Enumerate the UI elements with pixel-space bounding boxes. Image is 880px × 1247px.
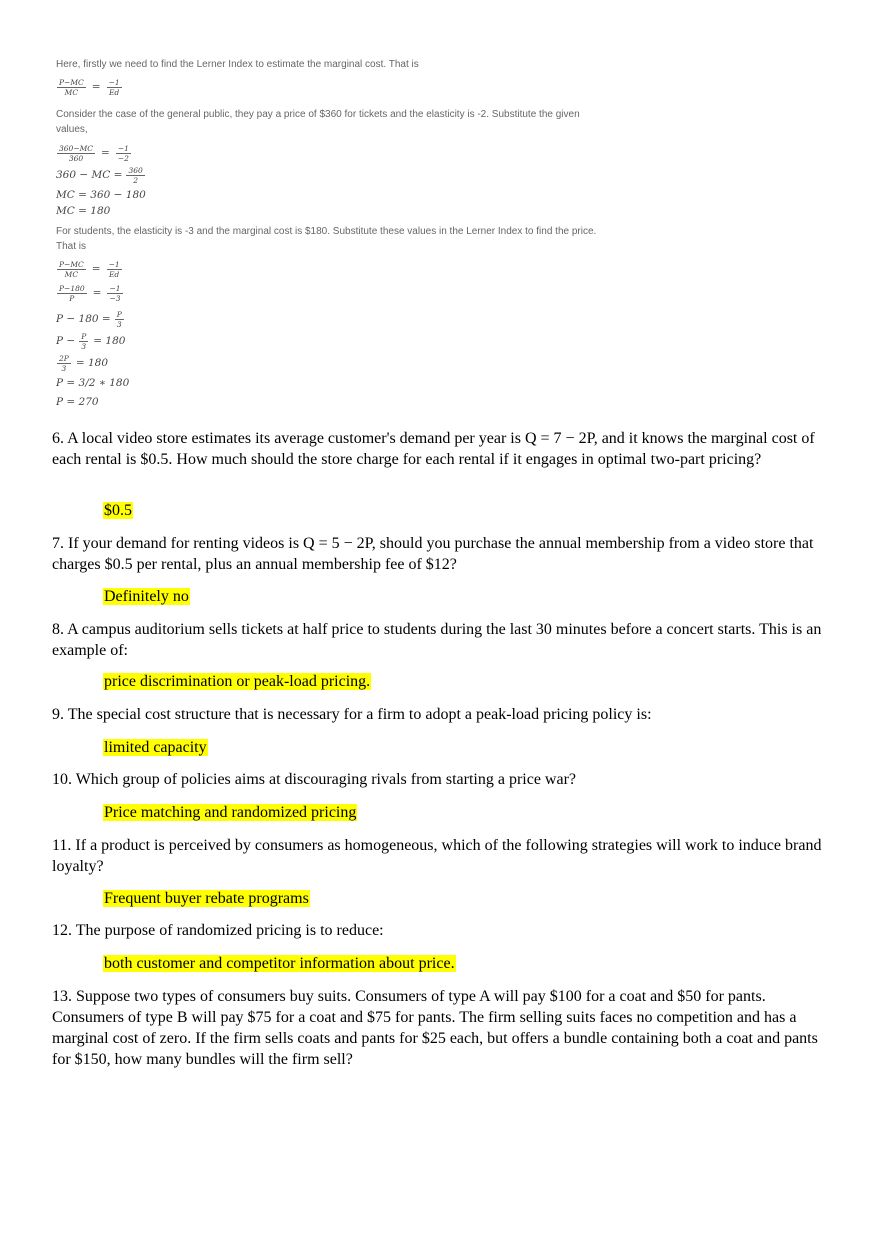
frac-den: Ed: [108, 87, 120, 97]
question-6: 6. A local video store estimates its average customer's demand per year is Q = 7 − 2P, and it knows the marginal cost of each rental is $0.5. How much should the store charge for each rental if it engages in optimal two-part pricing?: [52, 430, 815, 468]
frac-num: 2P: [59, 353, 69, 363]
equation-1: $\frac{360-MC}{360}$ = $\frac{-1}{-2}$: [59, 143, 129, 163]
frac-den: P: [69, 293, 75, 303]
answer-highlight: $0.5: [104, 502, 132, 519]
frac-den: MC: [64, 269, 79, 279]
equation-rhs: = 180: [93, 335, 126, 347]
frac-num: −1: [109, 283, 121, 293]
answer-10: [103, 802, 357, 823]
frac-den: −3: [109, 293, 121, 303]
answer-highlight: price discrimination or peak-load pricing.: [104, 673, 371, 690]
lerner-equation: $\frac{P-MC}{MC}$ = $\frac{-1}{Ed}$: [59, 77, 120, 97]
equation-lhs: P −: [56, 335, 76, 347]
equation-lhs: P − 180 =: [56, 313, 111, 325]
equation-10: P = 3/2 ∗ 180: [56, 377, 130, 389]
answer-highlight: Frequent buyer rebate programs: [104, 890, 309, 907]
intro-line-2: Consider the case of the general public, they pay a price of $360 for tickets and the elasticity is -2. Substitute the given values,: [56, 109, 580, 135]
equation-7: [56, 310, 125, 328]
equation-11: P = 270: [56, 396, 99, 408]
answer-highlight: Definitely no: [104, 588, 189, 605]
frac-den: 2: [133, 175, 138, 185]
equation-4: MC = 180: [56, 205, 111, 217]
equation-6: $\frac{P-180}{P}$ = $\frac{-1}{-3}$: [59, 283, 121, 303]
answer-12: [103, 953, 456, 974]
frac-den: 3: [116, 319, 122, 329]
equation-2: [56, 166, 146, 184]
intro-line-1: Here, firstly we need to find the Lerner Index to estimate the marginal cost. That is: [56, 59, 419, 70]
frac-num: P: [116, 309, 122, 319]
frac-num: −1: [108, 259, 120, 269]
answer-9: [103, 737, 208, 758]
question-10: 10. Which group of policies aims at discouraging rivals from starting a price war?: [52, 771, 576, 788]
equation-5: $\frac{P-MC}{MC}$ = $\frac{-1}{Ed}$: [59, 259, 120, 279]
frac-den: 3: [61, 363, 67, 373]
answer-7: [103, 586, 190, 607]
equation-3: MC = 360 − 180: [56, 189, 146, 201]
equation-8: [56, 332, 125, 350]
answer-8: [103, 671, 371, 692]
question-8: 8. A campus auditorium sells tickets at half price to students during the last 30 minutes before a concert starts. This is an example of:: [52, 621, 822, 659]
intro-line-3: For students, the elasticity is -3 and the marginal cost is $180. Substitute these values in the Lerner Index to find the price. That is: [56, 226, 597, 252]
frac-den: 360: [68, 153, 84, 163]
equation-rhs: = 180: [75, 357, 109, 369]
equation-9: [56, 354, 108, 372]
frac-num: 360−MC: [59, 143, 94, 153]
frac-num: P−MC: [59, 77, 84, 87]
frac-den: −2: [117, 153, 129, 163]
question-13: 13. Suppose two types of consumers buy suits. Consumers of type A will pay $100 for a coat and $50 for pants. Consumers of type B will pay $75 for a coat and $75 for pants. The firm selling suits faces no competition and has a marginal cost of zero. If the firm sells coats and pants for $25 each, but offers a bundle containing both a coat and pants for $150, how many bundles will the firm sell?: [52, 988, 818, 1068]
question-9: 9. The special cost structure that is necessary for a firm to adopt a peak-load pricing policy is:: [52, 706, 652, 723]
frac-num: P−MC: [59, 259, 84, 269]
answer-11: [103, 888, 310, 909]
question-12: 12. The purpose of randomized pricing is to reduce:: [52, 922, 384, 939]
frac-num: −1: [117, 143, 129, 153]
frac-den: MC: [64, 87, 79, 97]
answer-highlight: Price matching and randomized pricing: [104, 804, 357, 821]
equation-lhs: 360 − MC =: [56, 169, 123, 181]
frac-den: 3: [81, 341, 87, 351]
answer-highlight: limited capacity: [104, 739, 207, 756]
answer-highlight: both customer and competitor information about price.: [104, 955, 455, 972]
frac-den: Ed: [108, 269, 120, 279]
frac-num: P: [81, 331, 87, 341]
question-7: 7. If your demand for renting videos is Q = 5 − 2P, should you purchase the annual membership from a video store that charges $0.5 per rental, plus an annual membership fee of $12?: [52, 535, 814, 573]
frac-num: 360: [128, 165, 143, 175]
frac-num: P−180: [59, 283, 85, 293]
frac-num: −1: [108, 77, 120, 87]
question-11: 11. If a product is perceived by consumers as homogeneous, which of the following strategies will work to induce brand loyalty?: [52, 837, 822, 875]
answer-6: [103, 500, 133, 521]
